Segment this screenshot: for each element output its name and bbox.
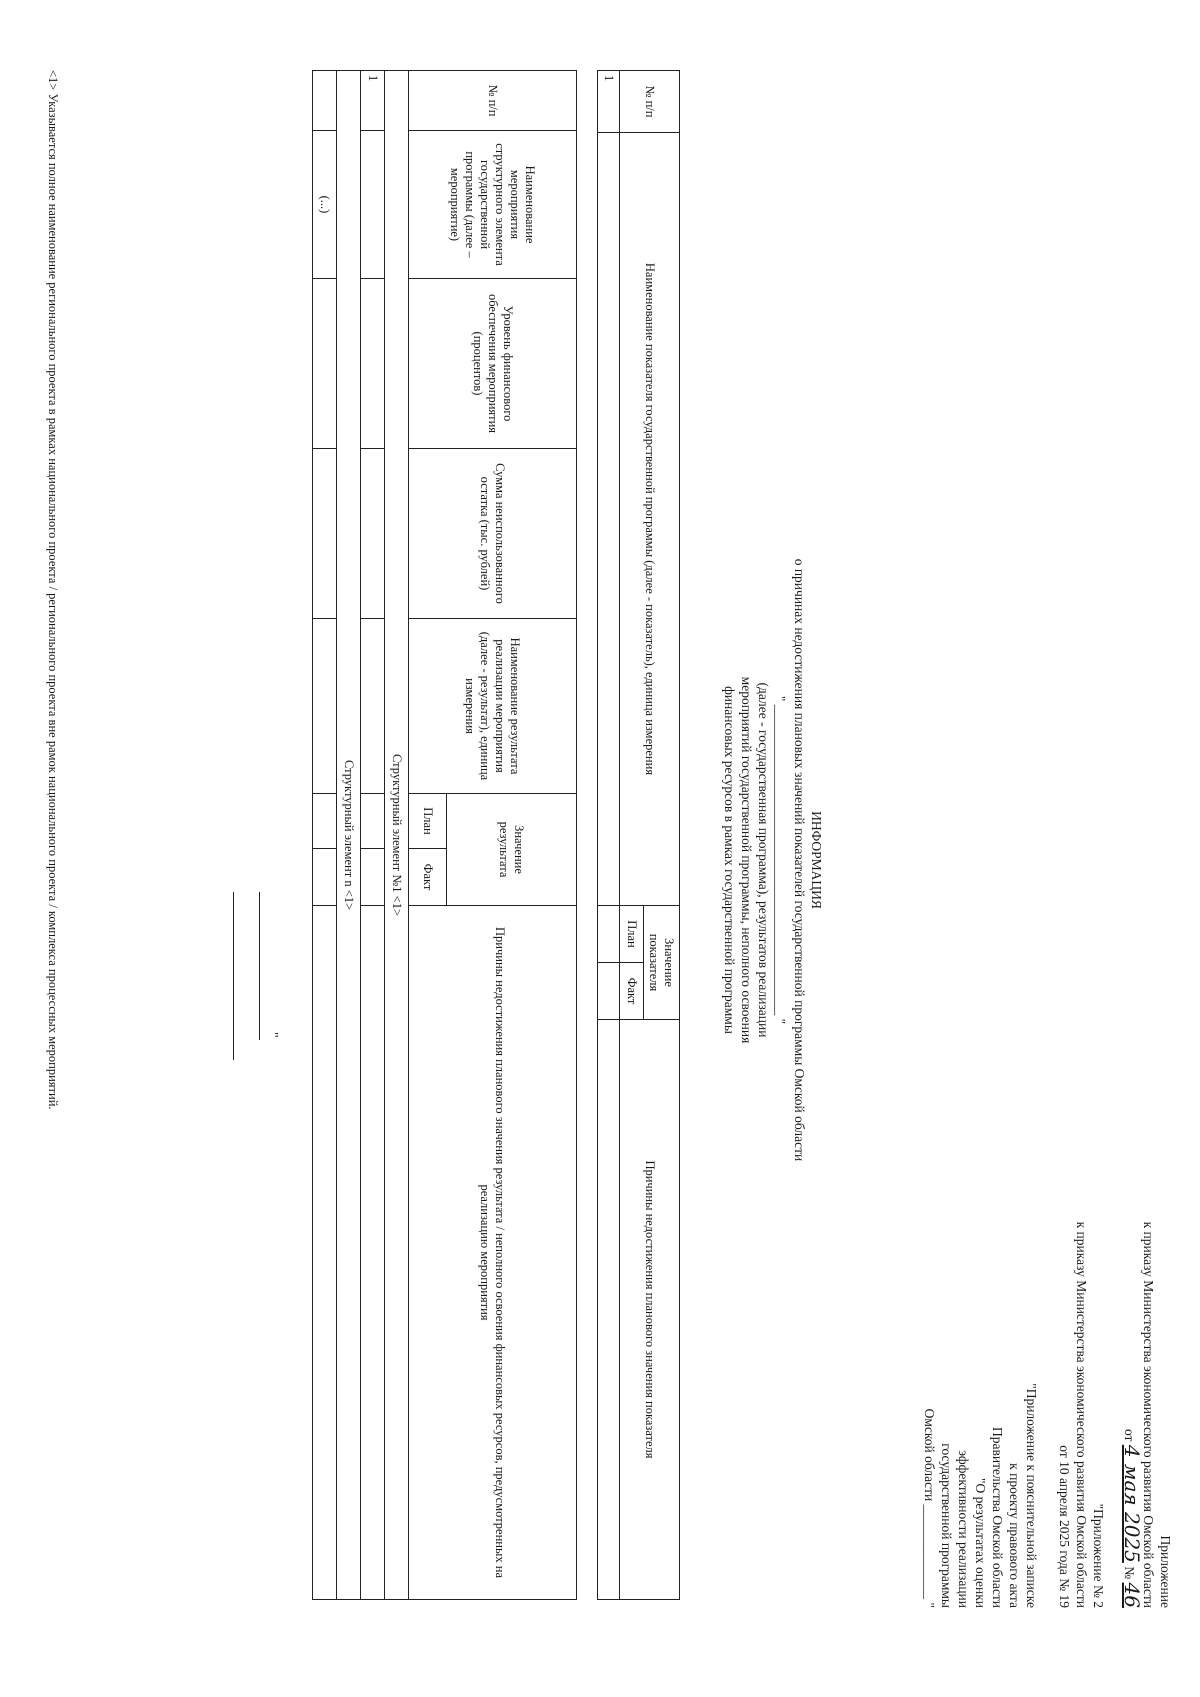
structural-element-1-row: Структурный элемент №1 <1> <box>385 71 409 1600</box>
t2-col-financing-level: Уровень финансового обеспечения мероприятия (процентов) <box>409 279 577 449</box>
t2-col-fact: Факт <box>409 849 447 906</box>
t1-col-reason: Причины недостижения планового значения показателя <box>620 1020 680 1600</box>
t1-col-plan: План <box>620 906 644 963</box>
t1-col-fact: Факт <box>620 963 644 1020</box>
table-row: 1 <box>598 71 620 1600</box>
appendix-label: Приложение <box>1158 1535 1173 1608</box>
appendix-order-header <box>1121 1222 1174 1608</box>
footnote: <1> Указывается полное наименование регионального проекта в рамках национального проекта / регионального проекта вне рамок национального проекта / комплекса процессных мероприятий. <box>46 70 60 1110</box>
rotated-landscape-sheet <box>0 20 1200 1640</box>
t2-col-plan: План <box>409 794 447 849</box>
structural-element-n-row: Структурный элемент n <1> <box>337 71 361 1600</box>
appendix-2-header: "Приложение № 2 к приказу Министерства экономического развития Омской области от 10 апреля 2025 года № 19 <box>1057 1221 1106 1608</box>
table-row: (...) <box>313 71 337 1600</box>
document-title: ИНФОРМАЦИЯ о причинах недостижения плановых значений показателей государственной программы Омской области " ______________________________________________ " (далее - государственная программа), результатов реализации мероприятий государственной программы, неполного освоения финансовых ресурсов в рамках государственной программы <box>722 558 824 1162</box>
title-heading: ИНФОРМАЦИЯ <box>809 811 824 909</box>
t2-col-event-name: Наименование мероприятия структурного элемента государственной программы (далее – мероприятие) <box>409 131 577 279</box>
t2-col-number: № п/п <box>409 71 577 131</box>
signature-line-2 <box>233 892 234 1060</box>
order-reference: к приказу Министерства экономического развития Омской области <box>1141 1221 1156 1608</box>
handwritten-number: 46 <box>1120 1582 1144 1608</box>
table-row: 1 <box>361 71 385 1600</box>
t2-col-unused-sum: Сумма неиспользованного остатка (тыс. рублей) <box>409 449 577 619</box>
handwritten-date: 4 мая 2025 <box>1120 1444 1144 1563</box>
t1-col-number: № п/п <box>620 71 680 133</box>
results-table <box>312 70 577 1600</box>
closing-quote: " <box>265 1032 280 1038</box>
t2-col-result-name: Наименование результата реализации мероприятия (далее - результат), единица измерения <box>409 619 577 794</box>
t2-col-result-value: Значение результата <box>447 794 577 906</box>
t2-col-reason: Причины недостижения планового значения результата / неполного освоения финансовых ресурсов, предусмотренных на реализацию мероприятия <box>409 906 577 1600</box>
signature-line <box>259 892 260 1040</box>
explanatory-note-header: "Приложение к пояснительной записке к проекту правового акта Правительства Омской области "О результатах оценки эффективности реализации государственной программы Омской области ______________ " <box>922 1383 1039 1608</box>
t1-col-indicator-name: Наименование показателя государственной программы (далее - показатель), единица измерения <box>620 133 680 906</box>
order-date-line: от 4 мая 2025 № 46 <box>1120 1428 1144 1608</box>
t1-col-indicator-value: Значение показателя <box>644 906 680 1020</box>
indicators-table <box>597 70 680 1600</box>
